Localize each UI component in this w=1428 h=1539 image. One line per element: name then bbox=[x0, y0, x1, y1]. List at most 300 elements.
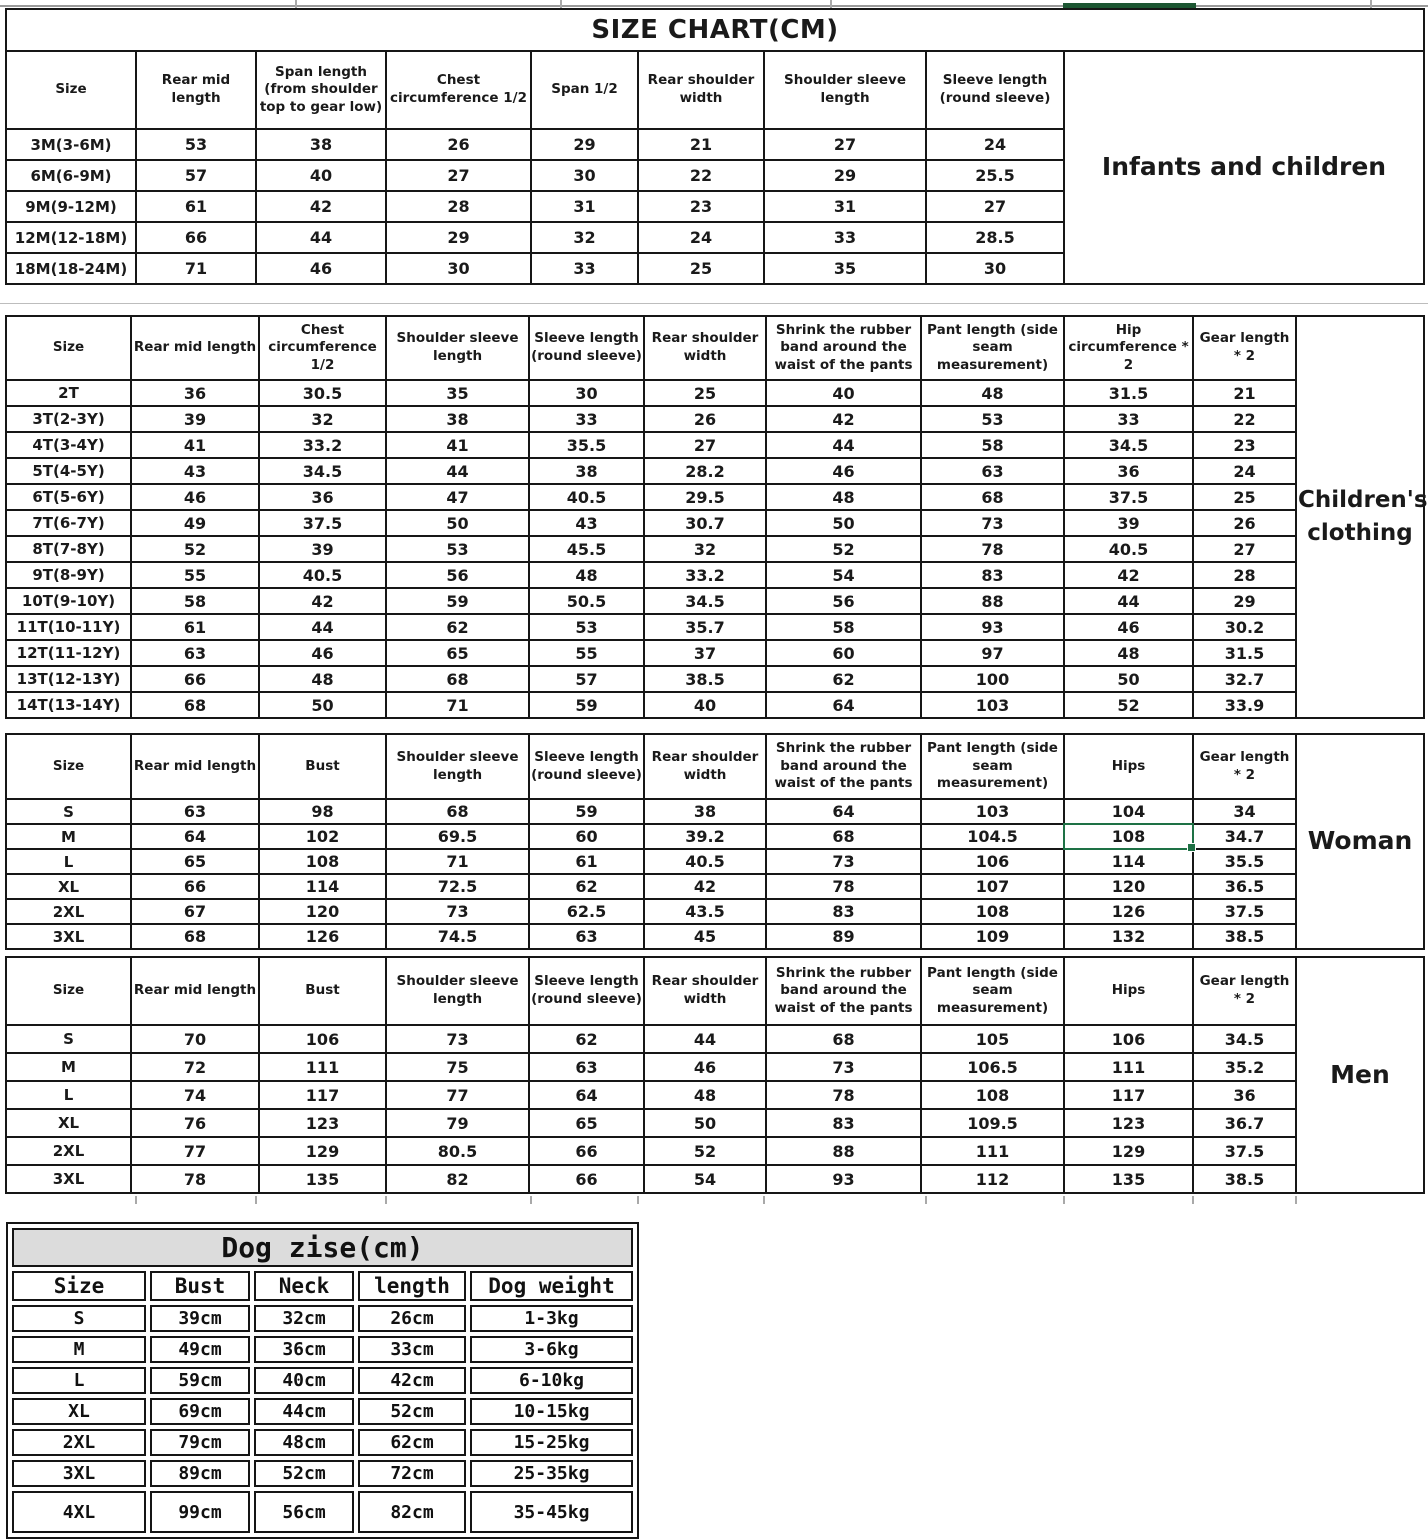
size-cell: 13T(12-13Y) bbox=[6, 666, 131, 692]
value-cell: 71 bbox=[386, 849, 529, 874]
infants-group-label: Infants and children bbox=[1064, 51, 1424, 284]
value-cell: 27 bbox=[386, 160, 531, 191]
value-cell: 39cm bbox=[150, 1305, 250, 1332]
value-cell: 135 bbox=[259, 1165, 386, 1193]
value-cell: 40 bbox=[766, 380, 921, 406]
value-cell: 123 bbox=[259, 1109, 386, 1137]
value-cell: 31.5 bbox=[1193, 640, 1296, 666]
value-cell: 72cm bbox=[358, 1460, 466, 1487]
col-header: Shrink the rubber band around the waist of the pants bbox=[766, 957, 921, 1025]
col-header: Sleeve length (round sleeve) bbox=[529, 316, 644, 380]
value-cell: 71 bbox=[386, 692, 529, 718]
col-header: Pant length (side seam measurement) bbox=[921, 316, 1064, 380]
value-cell: 66 bbox=[131, 666, 259, 692]
infants-size-table bbox=[5, 8, 1425, 285]
col-header: Gear length * 2 bbox=[1193, 734, 1296, 799]
value-cell: 79 bbox=[386, 1109, 529, 1137]
gridline-tick bbox=[830, 0, 832, 8]
value-cell: 102 bbox=[259, 824, 386, 849]
col-header: Neck bbox=[254, 1271, 354, 1301]
value-cell: 48cm bbox=[254, 1429, 354, 1456]
value-cell: 21 bbox=[1193, 380, 1296, 406]
value-cell: 36 bbox=[259, 484, 386, 510]
col-header: Shoulder sleeve length bbox=[386, 316, 529, 380]
value-cell: 22 bbox=[638, 160, 764, 191]
value-cell: 58 bbox=[131, 588, 259, 614]
value-cell: 77 bbox=[131, 1137, 259, 1165]
table-row bbox=[6, 380, 1424, 406]
value-cell: 68 bbox=[131, 692, 259, 718]
value-cell: 126 bbox=[1064, 899, 1193, 924]
gridline-tick bbox=[1192, 1196, 1194, 1204]
size-cell: S bbox=[6, 1025, 131, 1053]
value-cell: 31 bbox=[764, 191, 926, 222]
value-cell: 36.7 bbox=[1193, 1109, 1296, 1137]
value-cell: 73 bbox=[921, 510, 1064, 536]
table-row bbox=[6, 406, 1424, 432]
size-cell: 11T(10-11Y) bbox=[6, 614, 131, 640]
col-header: Rear shoulder width bbox=[644, 734, 766, 799]
dog-size-table bbox=[6, 1222, 639, 1539]
value-cell: 50 bbox=[1064, 666, 1193, 692]
value-cell: 21 bbox=[638, 129, 764, 160]
col-header: Bust bbox=[259, 957, 386, 1025]
value-cell: 77 bbox=[386, 1081, 529, 1109]
table-row bbox=[12, 1398, 633, 1425]
value-cell: 38 bbox=[644, 799, 766, 824]
col-header: Shrink the rubber band around the waist of the pants bbox=[766, 316, 921, 380]
table-row bbox=[12, 1336, 633, 1363]
size-cell: 9T(8-9Y) bbox=[6, 562, 131, 588]
value-cell: 40.5 bbox=[644, 849, 766, 874]
value-cell: 31 bbox=[531, 191, 638, 222]
value-cell: 66 bbox=[131, 874, 259, 899]
value-cell: 59cm bbox=[150, 1367, 250, 1394]
value-cell: 109 bbox=[921, 924, 1064, 949]
size-cell: 5T(4-5Y) bbox=[6, 458, 131, 484]
value-cell: 61 bbox=[131, 614, 259, 640]
value-cell: 25 bbox=[644, 380, 766, 406]
size-cell: 3XL bbox=[12, 1460, 146, 1487]
value-cell: 89 bbox=[766, 924, 921, 949]
value-cell: 34.5 bbox=[259, 458, 386, 484]
gridline-tick bbox=[1295, 1196, 1297, 1204]
value-cell: 67 bbox=[131, 899, 259, 924]
col-header: Gear length * 2 bbox=[1193, 316, 1296, 380]
value-cell: 37.5 bbox=[1193, 1137, 1296, 1165]
value-cell: 74.5 bbox=[386, 924, 529, 949]
value-cell: 83 bbox=[766, 899, 921, 924]
value-cell: 33cm bbox=[358, 1336, 466, 1363]
size-cell: S bbox=[6, 799, 131, 824]
value-cell: 63 bbox=[131, 799, 259, 824]
value-cell: 38 bbox=[256, 129, 386, 160]
value-cell: 62 bbox=[766, 666, 921, 692]
value-cell: 33 bbox=[529, 406, 644, 432]
value-cell: 30 bbox=[386, 253, 531, 284]
value-cell: 72.5 bbox=[386, 874, 529, 899]
value-cell: 36cm bbox=[254, 1336, 354, 1363]
value-cell: 62.5 bbox=[529, 899, 644, 924]
value-cell: 50 bbox=[766, 510, 921, 536]
size-cell: 7T(6-7Y) bbox=[6, 510, 131, 536]
value-cell: 88 bbox=[766, 1137, 921, 1165]
value-cell: 26 bbox=[644, 406, 766, 432]
value-cell: 104.5 bbox=[921, 824, 1064, 849]
col-header: Rear mid length bbox=[131, 316, 259, 380]
value-cell: 73 bbox=[386, 1025, 529, 1053]
size-cell: 6T(5-6Y) bbox=[6, 484, 131, 510]
gridline-ticks-bottom bbox=[0, 1196, 1428, 1206]
value-cell: 57 bbox=[136, 160, 256, 191]
women-group-label: Woman bbox=[1296, 734, 1424, 949]
table-row bbox=[6, 874, 1424, 899]
value-cell: 68 bbox=[386, 666, 529, 692]
value-cell: 82 bbox=[386, 1165, 529, 1193]
value-cell: 33.2 bbox=[259, 432, 386, 458]
value-cell: 62cm bbox=[358, 1429, 466, 1456]
value-cell: 40cm bbox=[254, 1367, 354, 1394]
value-cell: 6-10kg bbox=[470, 1367, 633, 1394]
value-cell: 33 bbox=[531, 253, 638, 284]
value-cell: 78 bbox=[766, 1081, 921, 1109]
value-cell: 68 bbox=[766, 1025, 921, 1053]
value-cell: 123 bbox=[1064, 1109, 1193, 1137]
table-row bbox=[6, 692, 1424, 718]
value-cell: 117 bbox=[259, 1081, 386, 1109]
value-cell: 135 bbox=[1064, 1165, 1193, 1193]
value-cell: 42 bbox=[256, 191, 386, 222]
value-cell: 97 bbox=[921, 640, 1064, 666]
value-cell: 44 bbox=[1064, 588, 1193, 614]
size-cell: 3T(2-3Y) bbox=[6, 406, 131, 432]
col-header: Size bbox=[6, 734, 131, 799]
table-row bbox=[6, 1109, 1424, 1137]
col-header: Size bbox=[12, 1271, 146, 1301]
value-cell: 3-6kg bbox=[470, 1336, 633, 1363]
size-cell: L bbox=[6, 849, 131, 874]
col-header: Bust bbox=[259, 734, 386, 799]
size-cell: S bbox=[12, 1305, 146, 1332]
gridline-tick bbox=[385, 1196, 387, 1204]
value-cell: 28 bbox=[1193, 562, 1296, 588]
value-cell: 41 bbox=[131, 432, 259, 458]
col-header: Bust bbox=[150, 1271, 250, 1301]
value-cell: 56cm bbox=[254, 1491, 354, 1533]
col-header: Sleeve length (round sleeve) bbox=[926, 51, 1064, 129]
value-cell: 63 bbox=[529, 1053, 644, 1081]
col-header: Chest circumference 1/2 bbox=[259, 316, 386, 380]
value-cell: 40.5 bbox=[529, 484, 644, 510]
value-cell: 39 bbox=[1064, 510, 1193, 536]
table-row bbox=[12, 1429, 633, 1456]
value-cell: 34.5 bbox=[644, 588, 766, 614]
value-cell: 48 bbox=[1064, 640, 1193, 666]
value-cell: 44 bbox=[766, 432, 921, 458]
gridline-tick bbox=[255, 1196, 257, 1204]
value-cell: 52cm bbox=[358, 1398, 466, 1425]
value-cell: 98 bbox=[259, 799, 386, 824]
value-cell: 22 bbox=[1193, 406, 1296, 432]
value-cell: 53 bbox=[386, 536, 529, 562]
col-header: length bbox=[358, 1271, 466, 1301]
value-cell: 64 bbox=[529, 1081, 644, 1109]
col-header: Rear shoulder width bbox=[644, 316, 766, 380]
value-cell: 80.5 bbox=[386, 1137, 529, 1165]
value-cell: 32 bbox=[644, 536, 766, 562]
value-cell: 68 bbox=[386, 799, 529, 824]
gridline-tick bbox=[295, 0, 297, 8]
size-cell: 6M(6-9M) bbox=[6, 160, 136, 191]
table-row bbox=[6, 588, 1424, 614]
value-cell: 120 bbox=[259, 899, 386, 924]
value-cell: 62 bbox=[386, 614, 529, 640]
value-cell: 59 bbox=[529, 692, 644, 718]
table-row bbox=[6, 1165, 1424, 1193]
value-cell: 53 bbox=[136, 129, 256, 160]
value-cell: 30 bbox=[529, 380, 644, 406]
value-cell: 29 bbox=[764, 160, 926, 191]
value-cell: 58 bbox=[921, 432, 1064, 458]
size-cell: 4XL bbox=[12, 1491, 146, 1533]
size-cell: 9M(9-12M) bbox=[6, 191, 136, 222]
gridline-tick bbox=[763, 1196, 765, 1204]
size-cell: M bbox=[6, 824, 131, 849]
table-row bbox=[6, 849, 1424, 874]
value-cell: 28 bbox=[386, 191, 531, 222]
value-cell: 106 bbox=[1064, 1025, 1193, 1053]
value-cell: 41 bbox=[386, 432, 529, 458]
table-row bbox=[12, 1491, 633, 1533]
table-row bbox=[6, 614, 1424, 640]
value-cell: 35.5 bbox=[1193, 849, 1296, 874]
value-cell: 46 bbox=[1064, 614, 1193, 640]
value-cell: 30.7 bbox=[644, 510, 766, 536]
value-cell: 75 bbox=[386, 1053, 529, 1081]
value-cell: 30.5 bbox=[259, 380, 386, 406]
value-cell: 53 bbox=[529, 614, 644, 640]
col-header: Sleeve length (round sleeve) bbox=[529, 734, 644, 799]
value-cell: 50 bbox=[259, 692, 386, 718]
table-row bbox=[12, 1305, 633, 1332]
value-cell: 42 bbox=[259, 588, 386, 614]
children-size-table bbox=[5, 315, 1428, 719]
dog-table-title: Dog zise(cm) bbox=[12, 1228, 633, 1267]
value-cell: 63 bbox=[529, 924, 644, 949]
col-header: Shrink the rubber band around the waist of the pants bbox=[766, 734, 921, 799]
value-cell: 66 bbox=[529, 1137, 644, 1165]
col-header: Rear mid length bbox=[131, 957, 259, 1025]
size-cell: 2T bbox=[6, 380, 131, 406]
value-cell: 38 bbox=[529, 458, 644, 484]
value-cell: 36.5 bbox=[1193, 874, 1296, 899]
value-cell: 44 bbox=[386, 458, 529, 484]
size-cell: 10T(9-10Y) bbox=[6, 588, 131, 614]
value-cell: 44 bbox=[644, 1025, 766, 1053]
value-cell: 62 bbox=[529, 874, 644, 899]
value-cell: 70 bbox=[131, 1025, 259, 1053]
value-cell: 56 bbox=[386, 562, 529, 588]
size-cell: 18M(18-24M) bbox=[6, 253, 136, 284]
value-cell: 114 bbox=[259, 874, 386, 899]
value-cell: 26cm bbox=[358, 1305, 466, 1332]
value-cell: 52 bbox=[766, 536, 921, 562]
value-cell: 52 bbox=[1064, 692, 1193, 718]
col-header: Shoulder sleeve length bbox=[764, 51, 926, 129]
value-cell: 104 bbox=[1064, 799, 1193, 824]
value-cell: 114 bbox=[1064, 849, 1193, 874]
value-cell: 74 bbox=[131, 1081, 259, 1109]
value-cell: 93 bbox=[766, 1165, 921, 1193]
value-cell: 27 bbox=[764, 129, 926, 160]
value-cell: 24 bbox=[926, 129, 1064, 160]
value-cell: 105 bbox=[921, 1025, 1064, 1053]
table-row bbox=[6, 666, 1424, 692]
value-cell: 43 bbox=[529, 510, 644, 536]
size-cell: 8T(7-8Y) bbox=[6, 536, 131, 562]
value-cell: 33 bbox=[1064, 406, 1193, 432]
value-cell: 48 bbox=[529, 562, 644, 588]
size-cell: L bbox=[12, 1367, 146, 1394]
value-cell: 27 bbox=[926, 191, 1064, 222]
value-cell: 32 bbox=[259, 406, 386, 432]
value-cell: 26 bbox=[1193, 510, 1296, 536]
value-cell: 38.5 bbox=[1193, 1165, 1296, 1193]
value-cell: 107 bbox=[921, 874, 1064, 899]
value-cell: 44 bbox=[259, 614, 386, 640]
size-cell: 3M(3-6M) bbox=[6, 129, 136, 160]
value-cell: 42 bbox=[644, 874, 766, 899]
col-header: Size bbox=[6, 51, 136, 129]
value-cell: 50.5 bbox=[529, 588, 644, 614]
value-cell: 32 bbox=[531, 222, 638, 253]
table-row bbox=[6, 899, 1424, 924]
value-cell: 93 bbox=[921, 614, 1064, 640]
value-cell: 83 bbox=[766, 1109, 921, 1137]
value-cell: 48 bbox=[766, 484, 921, 510]
value-cell: 46 bbox=[256, 253, 386, 284]
col-header: Span length (from shoulder top to gear low) bbox=[256, 51, 386, 129]
value-cell: 68 bbox=[921, 484, 1064, 510]
value-cell: 29 bbox=[386, 222, 531, 253]
value-cell: 66 bbox=[529, 1165, 644, 1193]
value-cell: 106 bbox=[921, 849, 1064, 874]
size-cell: M bbox=[12, 1336, 146, 1363]
value-cell: 39.2 bbox=[644, 824, 766, 849]
value-cell: 35 bbox=[386, 380, 529, 406]
value-cell: 73 bbox=[766, 1053, 921, 1081]
table-row bbox=[6, 1081, 1424, 1109]
col-header: Rear mid length bbox=[136, 51, 256, 129]
selected-cell: 108 bbox=[1064, 824, 1193, 849]
value-cell: 55 bbox=[131, 562, 259, 588]
value-cell: 69cm bbox=[150, 1398, 250, 1425]
value-cell: 42 bbox=[1064, 562, 1193, 588]
value-cell: 78 bbox=[131, 1165, 259, 1193]
value-cell: 57 bbox=[529, 666, 644, 692]
size-cell: XL bbox=[12, 1398, 146, 1425]
value-cell: 71 bbox=[136, 253, 256, 284]
value-cell: 108 bbox=[259, 849, 386, 874]
value-cell: 32cm bbox=[254, 1305, 354, 1332]
value-cell: 111 bbox=[259, 1053, 386, 1081]
table-row bbox=[6, 1053, 1424, 1081]
value-cell: 63 bbox=[131, 640, 259, 666]
value-cell: 36 bbox=[131, 380, 259, 406]
value-cell: 126 bbox=[259, 924, 386, 949]
table-row bbox=[6, 432, 1424, 458]
value-cell: 40 bbox=[644, 692, 766, 718]
value-cell: 112 bbox=[921, 1165, 1064, 1193]
sheet-mid-gridline bbox=[0, 303, 1428, 304]
value-cell: 60 bbox=[766, 640, 921, 666]
value-cell: 23 bbox=[1193, 432, 1296, 458]
value-cell: 37 bbox=[644, 640, 766, 666]
value-cell: 78 bbox=[766, 874, 921, 899]
value-cell: 82cm bbox=[358, 1491, 466, 1533]
value-cell: 32.7 bbox=[1193, 666, 1296, 692]
value-cell: 46 bbox=[644, 1053, 766, 1081]
value-cell: 72 bbox=[131, 1053, 259, 1081]
value-cell: 68 bbox=[131, 924, 259, 949]
value-cell: 29.5 bbox=[644, 484, 766, 510]
value-cell: 43 bbox=[131, 458, 259, 484]
gridline-tick bbox=[135, 1196, 137, 1204]
value-cell: 111 bbox=[1064, 1053, 1193, 1081]
size-cell: 12T(11-12Y) bbox=[6, 640, 131, 666]
value-cell: 58 bbox=[766, 614, 921, 640]
value-cell: 61 bbox=[136, 191, 256, 222]
size-cell: M bbox=[6, 1053, 131, 1081]
value-cell: 132 bbox=[1064, 924, 1193, 949]
gridline-tick bbox=[1370, 0, 1372, 8]
value-cell: 64 bbox=[766, 692, 921, 718]
value-cell: 49 bbox=[131, 510, 259, 536]
value-cell: 28.5 bbox=[926, 222, 1064, 253]
value-cell: 50 bbox=[644, 1109, 766, 1137]
gridline-tick bbox=[560, 0, 562, 8]
value-cell: 45.5 bbox=[529, 536, 644, 562]
value-cell: 49cm bbox=[150, 1336, 250, 1363]
value-cell: 66 bbox=[136, 222, 256, 253]
value-cell: 35.2 bbox=[1193, 1053, 1296, 1081]
col-header: Dog weight bbox=[470, 1271, 633, 1301]
size-cell: 14T(13-14Y) bbox=[6, 692, 131, 718]
value-cell: 40 bbox=[256, 160, 386, 191]
value-cell: 30 bbox=[926, 253, 1064, 284]
value-cell: 48 bbox=[259, 666, 386, 692]
value-cell: 111 bbox=[921, 1137, 1064, 1165]
value-cell: 52cm bbox=[254, 1460, 354, 1487]
value-cell: 30.2 bbox=[1193, 614, 1296, 640]
value-cell: 108 bbox=[921, 899, 1064, 924]
children-group-label: Children's clothing bbox=[1296, 316, 1424, 718]
col-header: Hips bbox=[1064, 734, 1193, 799]
value-cell: 73 bbox=[386, 899, 529, 924]
value-cell: 36 bbox=[1193, 1081, 1296, 1109]
size-cell: 2XL bbox=[12, 1429, 146, 1456]
col-header: Pant length (side seam measurement) bbox=[921, 734, 1064, 799]
value-cell: 43.5 bbox=[644, 899, 766, 924]
value-cell: 79cm bbox=[150, 1429, 250, 1456]
size-cell: XL bbox=[6, 874, 131, 899]
value-cell: 63 bbox=[921, 458, 1064, 484]
value-cell: 37.5 bbox=[1064, 484, 1193, 510]
col-header: Rear shoulder width bbox=[644, 957, 766, 1025]
value-cell: 59 bbox=[529, 799, 644, 824]
value-cell: 103 bbox=[921, 799, 1064, 824]
value-cell: 1-3kg bbox=[470, 1305, 633, 1332]
